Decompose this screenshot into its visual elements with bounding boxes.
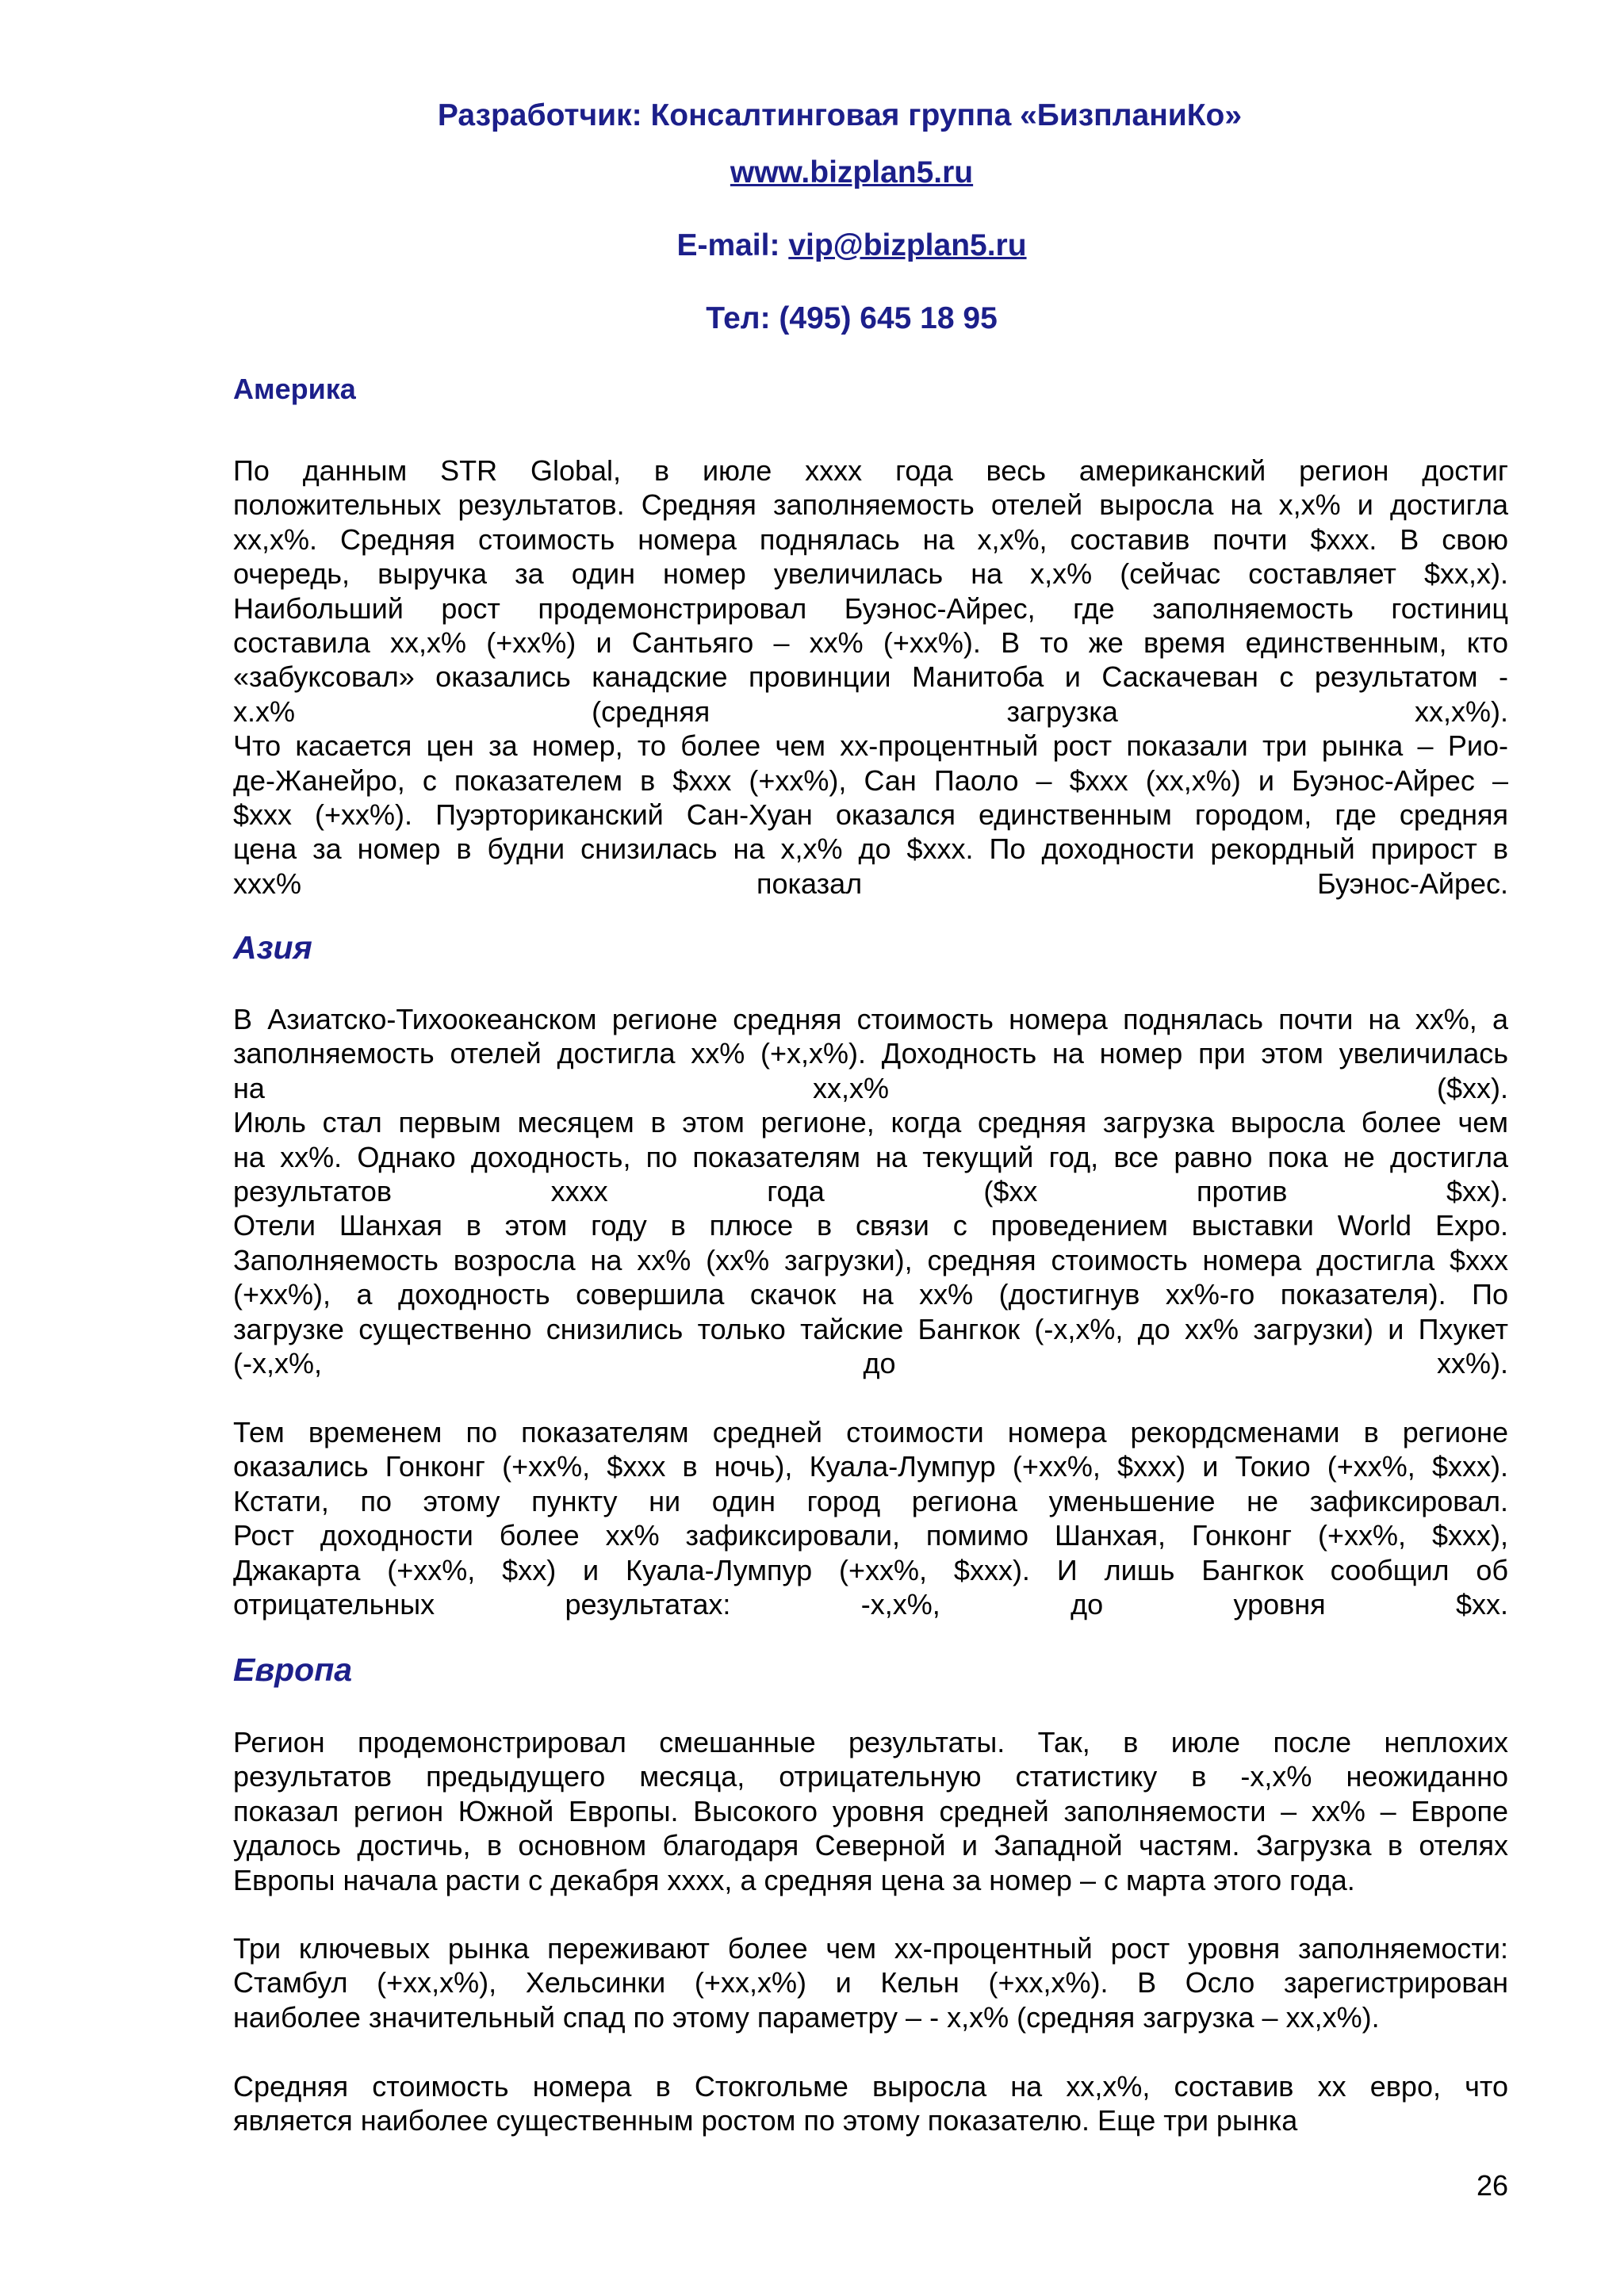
text-line: заполняемость отелей достигла xx% (+x,x%). Доходность на номер при этом увеличилась [233,1037,1508,1070]
text-line: (-x,x%, до xx%). [233,1346,1508,1380]
text-line: Европы начала расти с декабря xxxx, а средняя цена за номер – с марта этого года. [233,1863,1355,1896]
text-line: является наиболее существенным ростом по этому показателю. Еще три рынка [233,2104,1298,2137]
section-title-asia: Азия [233,929,312,966]
text-line: результатов предыдущего месяца, отрицательную статистику в -x,x% неожиданно [233,1760,1508,1793]
email-line [0,227,1624,265]
developer-heading: Разработчик: Консалтинговая группа «БизпланиКо» [437,98,1243,132]
text-line: $xxx (+xx%). Пуэрториканский Сан-Хуан оказался единственным городом, где средняя [233,798,1508,831]
text-line: показал регион Южной Европы. Высокого уровня средней заполняемости – xx% – Европе [233,1794,1508,1827]
text-line: Стамбул (+xx,x%), Хельсинки (+xx,x%) и Кельн (+xx,x%). В Осло зарегистрирован [233,1966,1508,1999]
text-line: По данным STR Global, в июле xxxx года весь американский регион достиг [233,454,1508,487]
text-line: Что касается цен за номер, то более чем xx-процентный рост показали три рынка – Рио- [233,729,1508,763]
text-line: результатов xxxx года ($xx против $xx). [233,1174,1508,1207]
text-line: x.x% (средняя загрузка xx,x%). [233,695,1508,728]
text-line: В Азиатско-Тихоокеанском регионе средняя стоимость номера поднялась почти на xx%, а [233,1003,1508,1035]
text-line: отрицательных результатах: -x,x%, до уровня $xx. [233,1587,1508,1621]
text-line: Кстати, по этому пункту ни один город региона уменьшение не зафиксировал. [233,1484,1508,1517]
text-line: Регион продемонстрировал смешанные результаты. Так, в июле после неплохих [233,1726,1508,1758]
text-line: Средняя стоимость номера в Стокгольме выросла на xx,x%, составив xx евро, что [233,2070,1508,2103]
email-label: E-mail: [676,228,780,262]
text-line: де-Жанейро, с показателем в $xxx (+xx%), Сан Паоло – $xxx (xx,x%) и Буэнос-Айрес – [233,763,1508,797]
text-line: удалось достичь, в основном благодаря Северной и Западной частям. Загрузка в отелях [233,1829,1508,1862]
text-line: на xx,x% ($xx). [233,1071,1508,1104]
email-link[interactable]: vip@bizplan5.ru [788,228,1027,262]
text-line: Тем временем по показателям средней стоимости номера рекордсменами в регионе [233,1416,1508,1448]
text-line: на xx%. Однако доходность, по показателям на текущий год, все равно пока не достигла [233,1140,1508,1173]
text-line: Заполняемость возросла на xx% (xx% загрузки), средняя стоимость номера достигла $xxx [233,1243,1508,1276]
text-line: очередь, выручка за один номер увеличилась на x,x% (сейчас составляет $xx,x). [233,557,1508,591]
paragraph-asia-1 [233,1002,1508,1380]
text-line: Отели Шанхая в этом году в плюсе в связи с проведением выставки World Expo. [233,1209,1508,1242]
paragraph-europe-2 [233,1931,1508,2034]
text-line: составила xx,x% (+xx%) и Сантьяго – xx% (+xx%). В то же время единственным, кто [233,626,1508,659]
paragraph-europe-3 [233,2069,1508,2138]
text-line: (+xx%), а доходность совершила скачок на xx% (достигнув xx%-го показателя). По [233,1278,1508,1311]
text-line: xxx% показал Буэнос-Айрес. [233,867,1508,900]
paragraph-asia-2 [233,1415,1508,1621]
website-link[interactable]: www.bizplan5.ru [730,155,974,189]
page-number: 26 [1476,2169,1508,2202]
paragraph-america [233,453,1508,901]
text-line: Рост доходности более xx% зафиксировали, помимо Шанхая, Гонконг (+xx%, $xxx), [233,1519,1508,1552]
text-line: наиболее значительный спад по этому параметру – - x,x% (средняя загрузка – xx,x%). [233,2000,1380,2034]
text-line: загрузке существенно снизились только тайские Бангкок (-x,x%, до xx% загрузки) и Пхукет [233,1312,1508,1345]
phone-line: Тел: (495) 645 18 95 [706,301,998,335]
text-line: цена за номер в будни снизилась на x,x% до $xxx. По доходности рекордный прирост в [233,832,1508,866]
text-line: Три ключевых рынка переживают более чем xx-процентный рост уровня заполняемости: [233,1932,1508,1965]
text-line: положительных результатов. Средняя заполняемость отелей выросла на x,x% и достигла [233,488,1508,522]
section-title-america: Америка [233,373,356,405]
website-line [0,154,1624,192]
paragraph-europe-1 [233,1725,1508,1897]
text-line: Джакарта (+xx%, $xx) и Куала-Лумпур (+xx%, $xxx). И лишь Бангкок сообщил об [233,1553,1508,1586]
text-line: Наибольший рост продемонстрировал Буэнос-Айрес, где заполняемость гостиниц [233,591,1508,625]
text-line: «забуксовал» оказались канадские провинции Манитоба и Саскачеван с результатом - [233,660,1508,694]
text-line: Июль стал первым месяцем в этом регионе, когда средняя загрузка выросла более чем [233,1106,1508,1139]
text-line: xx,x%. Средняя стоимость номера поднялась на x,x%, составив почти $xxx. В свою [233,522,1508,556]
section-title-europe: Европа [233,1651,353,1688]
text-line: оказались Гонконг (+xx%, $xxx в ночь), Куала-Лумпур (+xx%, $xxx) и Токио (+xx%, $xxx). [233,1450,1508,1483]
